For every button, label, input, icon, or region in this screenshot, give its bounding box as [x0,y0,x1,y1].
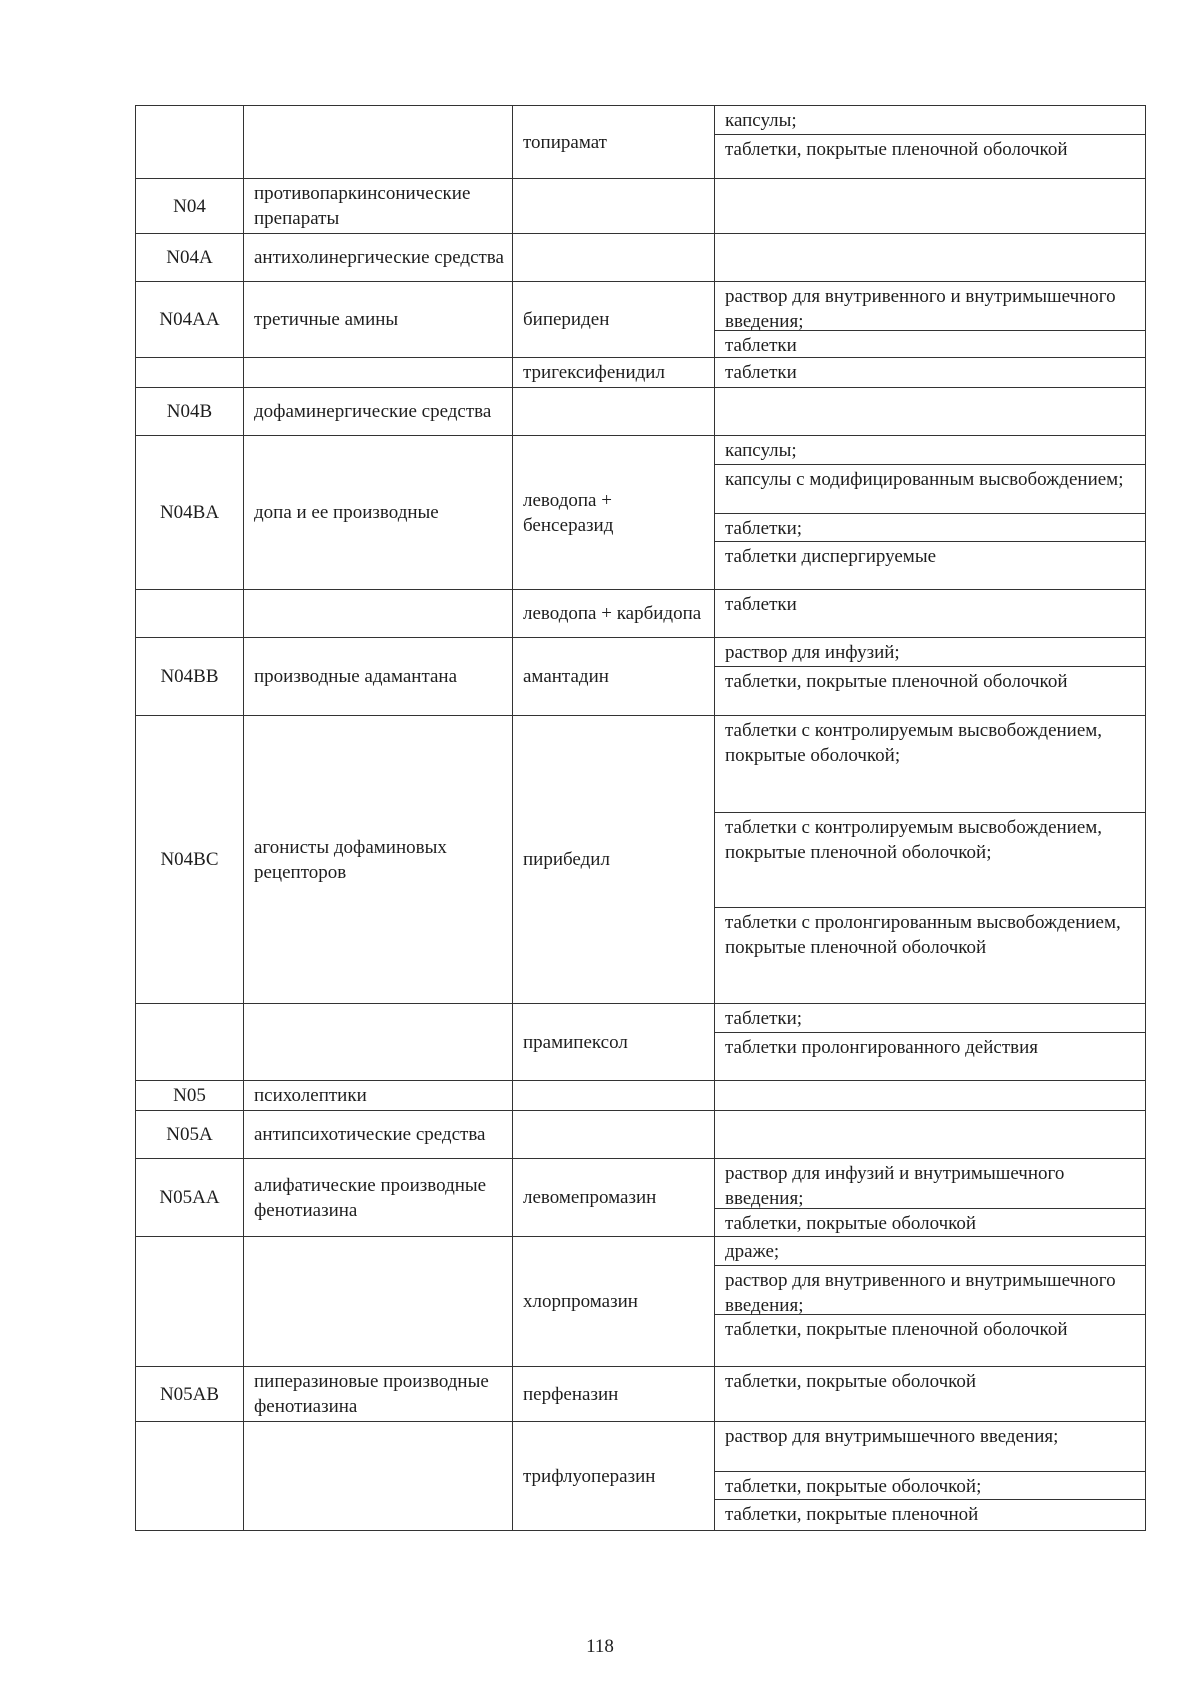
code-cell [136,1237,244,1367]
dosage-form-item: капсулы с модифицированным высвобождением; [715,464,1145,513]
group-cell: противопаркинсонические препараты [244,179,513,234]
dosage-form-item: таблетки с пролонгированным высвобождением, покрытые пленочной оболочкой [715,907,1145,1003]
dosage-forms-cell [715,1004,1146,1081]
dosage-form-item: таблетки, покрытые пленочной оболочкой [715,1314,1145,1366]
drug-cell: топирамат [513,106,715,179]
code-cell: N04 [136,179,244,234]
group-cell: психолептики [244,1081,513,1111]
code-cell: N04A [136,234,244,282]
table-row [136,179,1146,234]
table-row [136,716,1146,1004]
drug-classification-table [135,105,1146,1531]
dosage-forms-cell [715,436,1146,590]
table-row [136,1004,1146,1081]
dosage-form-item: таблетки [725,594,797,615]
code-cell: N04BB [136,638,244,716]
table-row [136,1081,1146,1111]
table-row [136,1159,1146,1237]
table-row [136,282,1146,358]
dosage-form-item: таблетки диспергируемые [715,541,1145,568]
dosage-form-item: капсулы; [725,110,797,131]
code-cell: N04BA [136,436,244,590]
dosage-forms-cell [715,234,1146,282]
group-cell [244,1237,513,1367]
dosage-form-item: таблетки с контролируемым высвобождением, покрытые оболочкой; [725,720,1103,766]
dosage-forms-cell [715,716,1146,1004]
dosage-forms-cell [715,638,1146,716]
drug-cell: леводопа + бенсеразид [513,436,715,590]
drug-cell: прамипексол [513,1004,715,1081]
group-cell [244,358,513,388]
group-cell: антипсихотические средства [244,1111,513,1159]
group-cell: алифатические производные фенотиазина [244,1159,513,1237]
dosage-form-item: таблетки [725,362,797,383]
drug-cell [513,179,715,234]
table-body [136,106,1146,1531]
drug-cell [513,234,715,282]
dosage-forms-cell [715,1422,1146,1531]
group-cell [244,590,513,638]
group-cell: дофаминергические средства [244,388,513,436]
drug-cell: бипериден [513,282,715,358]
drug-cell: леводопа + карбидопа [513,590,715,638]
dosage-form-item: таблетки; [725,1008,803,1029]
dosage-form-item: раствор для внутривенного и внутримышечного введения; [725,286,1116,332]
code-cell: N05AA [136,1159,244,1237]
group-cell [244,1004,513,1081]
dosage-forms-cell [715,1111,1146,1159]
code-cell [136,590,244,638]
drug-cell: трифлуоперазин [513,1422,715,1531]
dosage-forms-cell [715,1081,1146,1111]
table-row [136,1111,1146,1159]
code-cell [136,1004,244,1081]
dosage-form-item: таблетки с контролируемым высвобождением, покрытые пленочной оболочкой; [715,812,1145,907]
code-cell: N04BC [136,716,244,1004]
dosage-forms-cell [715,590,1146,638]
table-row [136,234,1146,282]
dosage-form-item: таблетки, покрытые оболочкой [725,1371,977,1392]
dosage-form-item: раствор для внутримышечного введения; [725,1426,1059,1447]
drug-cell [513,1111,715,1159]
dosage-forms-cell [715,106,1146,179]
group-cell [244,106,513,179]
group-cell: третичные амины [244,282,513,358]
group-cell: антихолинергические средства [244,234,513,282]
code-cell: N04B [136,388,244,436]
group-cell: агонисты дофаминовых рецепторов [244,716,513,1004]
dosage-form-item: раствор для внутривенного и внутримышечного введения; [715,1265,1145,1314]
code-cell [136,106,244,179]
table-row [136,1422,1146,1531]
dosage-form-item: таблетки, покрытые пленочной [715,1499,1145,1530]
table-row [136,358,1146,388]
drug-cell: хлорпромазин [513,1237,715,1367]
dosage-form-item: раствор для инфузий; [725,642,900,663]
table-row [136,590,1146,638]
group-cell: производные адамантана [244,638,513,716]
dosage-form-item: раствор для инфузий и внутримышечного введения; [725,1163,1065,1209]
table-row [136,1367,1146,1422]
page-number: 118 [586,1636,614,1657]
dosage-forms-cell [715,1159,1146,1237]
dosage-forms-cell [715,388,1146,436]
code-cell: N05A [136,1111,244,1159]
drug-cell: левомепромазин [513,1159,715,1237]
table-row [136,436,1146,590]
drug-cell: амантадин [513,638,715,716]
group-cell: пиперазиновые производные фенотиазина [244,1367,513,1422]
dosage-forms-cell [715,1367,1146,1422]
dosage-form-item: таблетки, покрытые пленочной оболочкой [715,134,1145,178]
group-cell [244,1422,513,1531]
code-cell [136,1422,244,1531]
dosage-forms-cell [715,179,1146,234]
table-row [136,638,1146,716]
dosage-form-item: таблетки, покрытые оболочкой; [715,1471,1145,1499]
drug-cell [513,1081,715,1111]
dosage-forms-cell [715,1237,1146,1367]
dosage-form-item: таблетки пролонгированного действия [715,1032,1145,1080]
dosage-form-item: капсулы; [725,440,797,461]
code-cell: N05AB [136,1367,244,1422]
dosage-form-item: таблетки, покрытые оболочкой [715,1208,1145,1236]
drug-cell: перфеназин [513,1367,715,1422]
dosage-form-item: таблетки, покрытые пленочной оболочкой [715,666,1145,715]
dosage-forms-cell [715,358,1146,388]
table-row [136,1237,1146,1367]
code-cell [136,358,244,388]
drug-cell: тригексифенидил [513,358,715,388]
dosage-forms-cell [715,282,1146,358]
table-row [136,388,1146,436]
code-cell: N04AA [136,282,244,358]
dosage-form-item: таблетки; [715,513,1145,541]
table-row [136,106,1146,179]
dosage-form-item: драже; [725,1241,780,1262]
drug-cell: пирибедил [513,716,715,1004]
dosage-form-item: таблетки [715,330,1145,357]
drug-cell [513,388,715,436]
code-cell: N05 [136,1081,244,1111]
group-cell: допа и ее производные [244,436,513,590]
